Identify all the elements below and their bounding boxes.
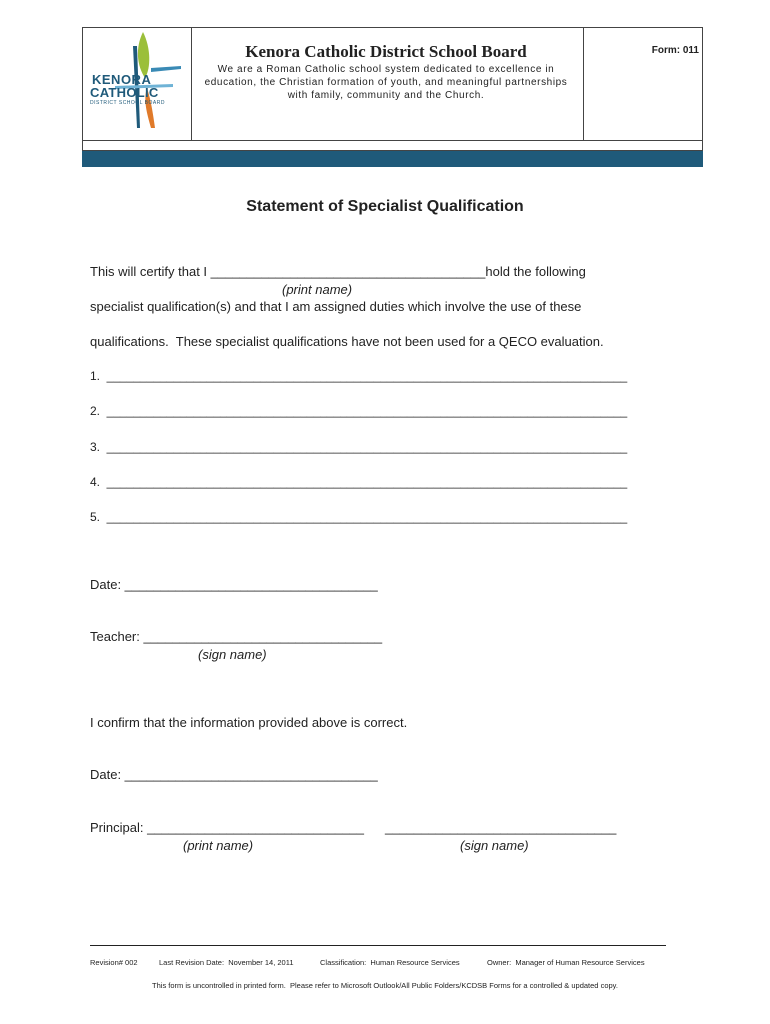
document-title: Statement of Specialist Qualification: [246, 198, 524, 215]
footer-note: This form is uncontrolled in printed form. Please refer to Microsoft Outlook/All Public Folders/KCDSB Forms for a controlled & updated copy.: [152, 981, 618, 990]
sign-name-caption: (sign name): [198, 647, 267, 662]
qualification-item-1[interactable]: 1. ______________________________________________________________________________: [90, 369, 628, 383]
principal-print-name-field[interactable]: Principal: ______________________________: [90, 820, 364, 835]
form-number: Form: 011: [651, 45, 699, 56]
date-field-2[interactable]: Date: ___________________________________: [90, 767, 378, 782]
principal-signature-field[interactable]: ________________________________: [385, 820, 617, 835]
footer-classification: Classification: Human Resource Services: [320, 958, 460, 967]
board-name: Kenora Catholic District School Board: [245, 42, 527, 61]
date-field-1[interactable]: Date: ___________________________________: [90, 577, 378, 592]
footer-divider: [90, 945, 666, 946]
mission-line: education, the Christian formation of youth, and meaningful partnerships: [204, 77, 568, 88]
footer-revision: Revision# 002: [90, 958, 138, 967]
qualification-item-2[interactable]: 2. ______________________________________________________________________________: [90, 404, 628, 418]
qualification-item-4[interactable]: 4. ______________________________________________________________________________: [90, 475, 628, 489]
qualification-item-5[interactable]: 5. ______________________________________________________________________________: [90, 510, 628, 524]
logo-text-kenora: KENORA: [92, 72, 152, 87]
qualification-item-3[interactable]: 3. ______________________________________________________________________________: [90, 440, 628, 454]
mission-line: We are a Roman Catholic school system dedicated to excellence in: [217, 64, 555, 75]
mission-line: with family, community and the Church.: [287, 90, 485, 101]
confirm-statement: I confirm that the information provided above is correct.: [90, 715, 408, 730]
header-divider: [83, 140, 702, 141]
mission-statement: [190, 63, 582, 102]
logo-text-catholic: CATHOLIC: [90, 85, 159, 100]
principal-sign-name-caption: (sign name): [460, 838, 529, 853]
certify-line: This will certify that I ______________________________________hold the following: [90, 264, 586, 279]
qualification-line-2: qualifications. These specialist qualifications have not been used for a QECO evaluation.: [90, 334, 604, 349]
print-name-caption: (print name): [282, 282, 353, 297]
header-color-band: [82, 151, 703, 167]
principal-print-name-caption: (print name): [183, 838, 254, 853]
logo-text-dsb: DISTRICT SCHOOL BOARD: [90, 100, 165, 106]
footer-last-revision: Last Revision Date: November 14, 2011: [159, 958, 294, 967]
qualification-line: specialist qualification(s) and that I am assigned duties which involve the use of these: [90, 299, 582, 314]
footer-owner: Owner: Manager of Human Resource Services: [487, 958, 645, 967]
teacher-signature-field[interactable]: Teacher: _________________________________: [90, 629, 383, 644]
